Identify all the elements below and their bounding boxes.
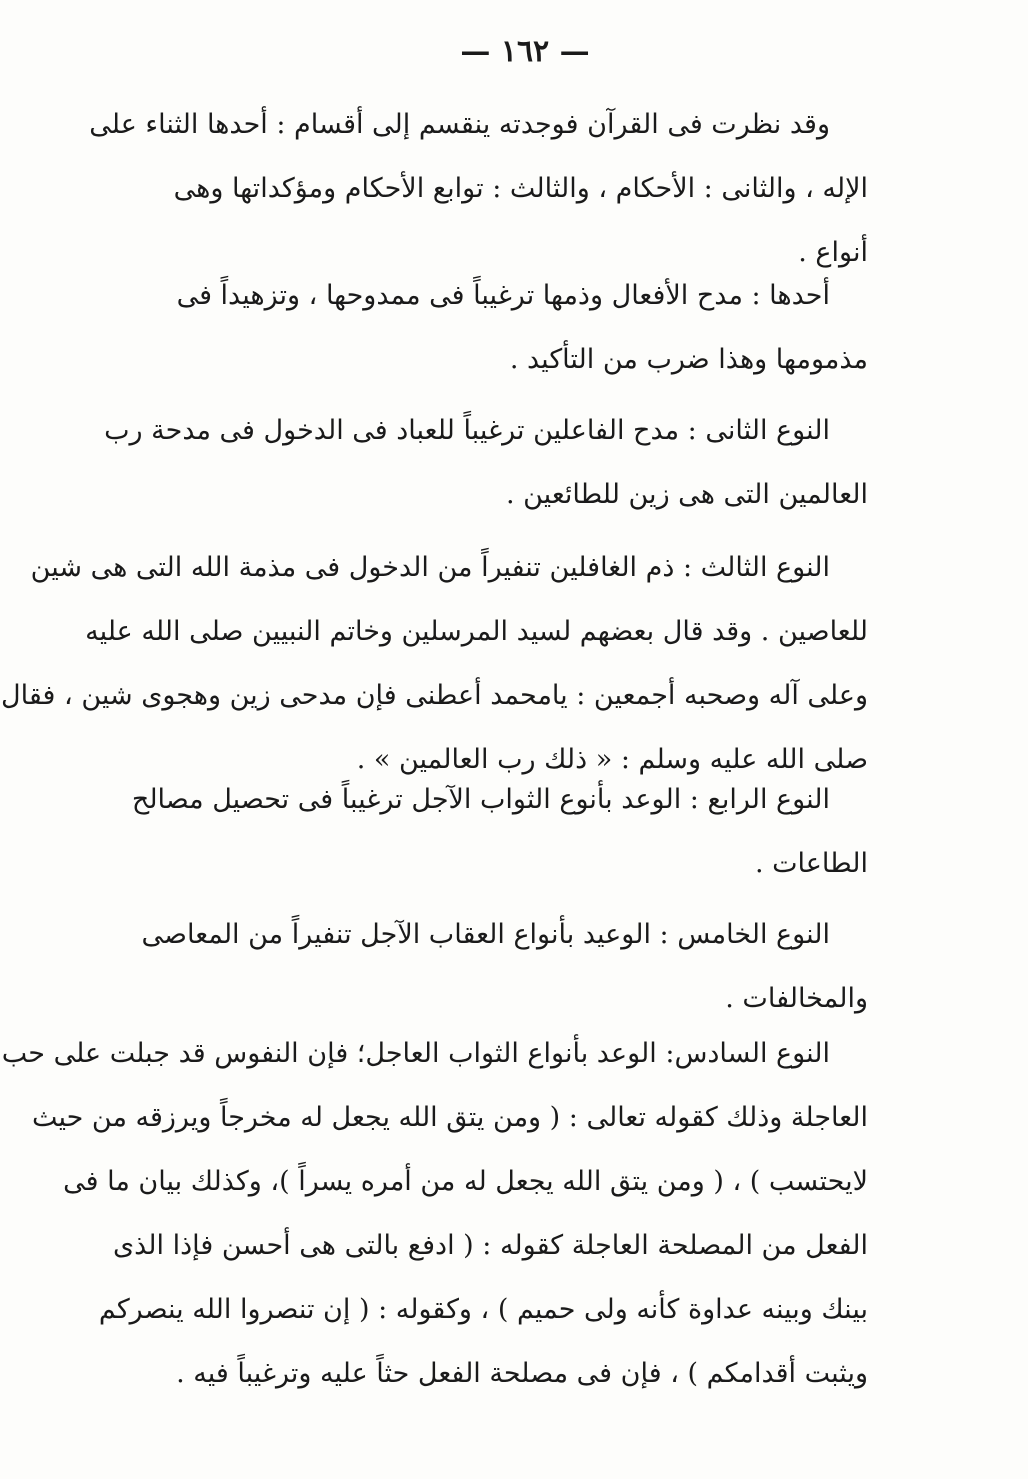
- paragraph-line: العالمين التى هى زين للطائعين .: [505, 479, 868, 510]
- paragraph-3: [104, 399, 868, 527]
- paragraph-line: والمخالفات .: [725, 983, 868, 1014]
- paragraph-7: [1, 1022, 868, 1406]
- paragraph-line: العاجلة وذلك كقوله تعالى : ( ومن يتق الله يجعل له مخرجاً ويرزقه من حيث: [31, 1102, 868, 1133]
- paragraph-line: لايحتسب ) ، ( ومن يتق الله يجعل له من أمره يسراً )، وكذلك بيان ما فى: [63, 1166, 868, 1197]
- paragraph-line: بينك وبينه عداوة كأنه ولى حميم ) ، وكقوله : ( إن تنصروا الله ينصركم: [98, 1294, 868, 1325]
- paragraph-line: النوع الخامس : الوعيد بأنواع العقاب الآجل تنفيراً من المعاصى: [141, 919, 830, 950]
- paragraph-line: النوع السادس: الوعد بأنواع الثواب العاجل؛ فإن النفوس قد جبلت على حب: [1, 1038, 830, 1069]
- paragraph-line: الطاعات .: [754, 848, 868, 879]
- paragraph-line: أحدها : مدح الأفعال وذمها ترغيباً فى ممدوحها ، وتزهيداً فى: [176, 280, 830, 311]
- paragraph-line: أنواع .: [798, 237, 868, 268]
- paragraph-2: [178, 264, 868, 392]
- paragraph-line: وعلى آله وصحبه أجمعين : يامحمد أعطنى فإن مدحى زين وهجوى شين ، فقال: [1, 680, 868, 711]
- paragraph-5: [131, 768, 868, 896]
- paragraph-line: مذمومها وهذا ضرب من التأكيد .: [509, 344, 868, 375]
- paragraph-line: النوع الرابع : الوعد بأنوع الثواب الآجل ترغيباً فى تحصيل مصالح: [131, 784, 830, 815]
- paragraph-line: الفعل من المصلحة العاجلة كقوله : ( ادفع بالتى هى أحسن فإذا الذى: [112, 1230, 868, 1261]
- paragraph-line: النوع الثالث : ذم الغافلين تنفيراً من الدخول فى مذمة الله التى هى شين: [30, 552, 830, 583]
- paragraph-line: صلى الله عليه وسلم : « ذلك رب العالمين » .: [356, 744, 868, 775]
- paragraph-6: [141, 903, 868, 1031]
- paragraph-1: [89, 93, 868, 285]
- paragraph-line: وقد نظرت فى القرآن فوجدته ينقسم إلى أقسام : أحدها الثناء على: [89, 109, 830, 140]
- paragraph-line: للعاصين . وقد قال بعضهم لسيد المرسلين وخاتم النبيين صلى الله عليه: [85, 616, 868, 647]
- paragraph-line: النوع الثانى : مدح الفاعلين ترغيباً للعباد فى الدخول فى مدحة رب: [104, 415, 830, 446]
- paragraph-line: الإله ، والثانى : الأحكام ، والثالث : توابع الأحكام ومؤكداتها وهى: [173, 173, 868, 204]
- paragraph-line: ويثبت أقدامكم ) ، فإن فى مصلحة الفعل حثاً عليه وترغيباً فيه .: [176, 1358, 868, 1389]
- paragraph-4: [1, 536, 868, 792]
- page-number: — ١٦٢ —: [460, 34, 590, 69]
